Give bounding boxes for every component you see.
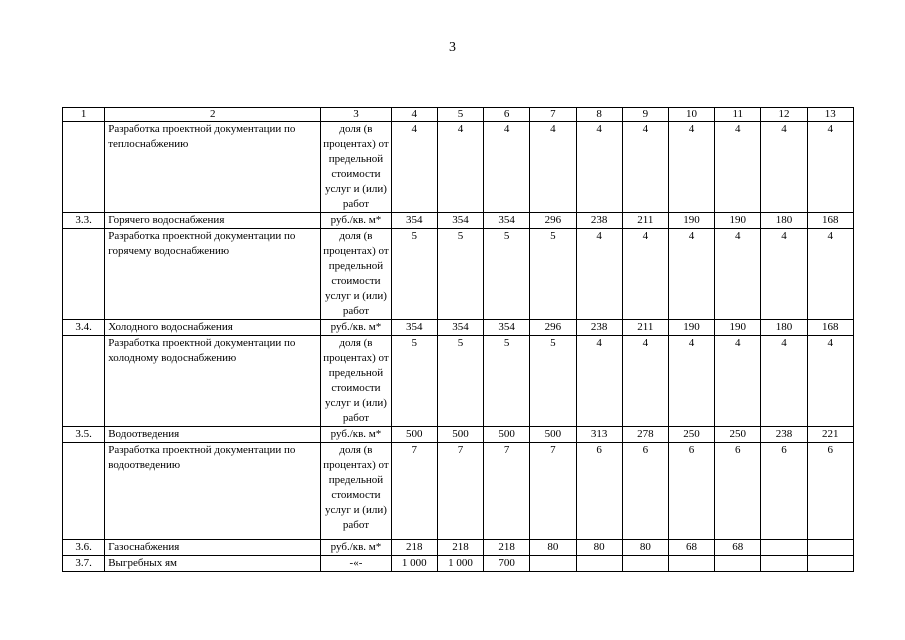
value-cell: 180 [761,320,807,336]
table-row [63,540,854,556]
unit-cell: -«- [321,556,391,572]
value-cell: 168 [807,213,853,229]
value-cell: 4 [715,122,761,213]
value-cell: 218 [484,540,530,556]
column-number: 10 [668,108,714,122]
value-cell: 7 [484,443,530,540]
row-number-cell [63,336,105,427]
value-cell: 6 [668,443,714,540]
value-cell: 168 [807,320,853,336]
table-row [63,427,854,443]
value-cell: 5 [437,229,483,320]
value-cell: 180 [761,213,807,229]
value-cell: 4 [576,336,622,427]
service-name-cell: Водоотведения [105,427,321,443]
service-name-cell: Газоснабжения [105,540,321,556]
value-cell: 4 [715,229,761,320]
value-cell: 313 [576,427,622,443]
value-cell: 190 [715,213,761,229]
value-cell: 4 [437,122,483,213]
service-name-cell: Разработка проектной документации по теплоснабжению [105,122,321,213]
table-row [63,320,854,336]
value-cell [715,556,761,572]
value-cell: 4 [391,122,437,213]
value-cell: 238 [761,427,807,443]
column-number: 12 [761,108,807,122]
value-cell: 5 [391,336,437,427]
table-row-design-docs [63,122,854,213]
table-body [63,108,854,572]
value-cell: 1 000 [391,556,437,572]
service-name-cell: Разработка проектной документации по горячему водоснабжению [105,229,321,320]
service-name-cell: Выгребных ям [105,556,321,572]
value-cell: 354 [391,213,437,229]
row-number-cell [63,443,105,540]
value-cell: 4 [576,229,622,320]
value-cell: 250 [668,427,714,443]
value-cell: 296 [530,320,576,336]
row-number-cell: 3.4. [63,320,105,336]
value-cell: 7 [437,443,483,540]
value-cell: 4 [668,229,714,320]
value-cell: 6 [715,443,761,540]
value-cell: 4 [807,229,853,320]
value-cell: 5 [530,336,576,427]
value-cell: 1 000 [437,556,483,572]
row-number-cell: 3.7. [63,556,105,572]
value-cell: 211 [622,320,668,336]
value-cell: 5 [391,229,437,320]
table-row-design-docs [63,336,854,427]
value-cell: 190 [715,320,761,336]
value-cell [761,556,807,572]
value-cell: 7 [530,443,576,540]
value-cell: 354 [484,213,530,229]
value-cell: 4 [761,336,807,427]
value-cell: 4 [622,229,668,320]
value-cell: 296 [530,213,576,229]
column-numbers-row [63,108,854,122]
column-number: 6 [484,108,530,122]
unit-cell: доля (в процентах) от предельной стоимости услуг и (или) работ [321,443,391,540]
unit-cell: руб./кв. м* [321,320,391,336]
value-cell: 500 [484,427,530,443]
value-cell [807,556,853,572]
value-cell: 354 [484,320,530,336]
row-number-cell [63,122,105,213]
value-cell: 190 [668,320,714,336]
value-cell: 700 [484,556,530,572]
value-cell: 6 [807,443,853,540]
service-name-cell: Разработка проектной документации по водоотведению [105,443,321,540]
value-cell: 5 [437,336,483,427]
value-cell: 6 [576,443,622,540]
value-cell: 5 [484,229,530,320]
column-number: 11 [715,108,761,122]
column-number: 7 [530,108,576,122]
value-cell: 218 [437,540,483,556]
value-cell: 500 [530,427,576,443]
value-cell: 211 [622,213,668,229]
value-cell: 218 [391,540,437,556]
value-cell: 354 [391,320,437,336]
value-cell: 190 [668,213,714,229]
value-cell: 4 [668,336,714,427]
value-cell [530,556,576,572]
column-number: 8 [576,108,622,122]
value-cell: 250 [715,427,761,443]
value-cell: 4 [715,336,761,427]
value-cell: 500 [391,427,437,443]
service-name-cell: Горячего водоснабжения [105,213,321,229]
unit-cell: доля (в процентах) от предельной стоимости услуг и (или) работ [321,122,391,213]
value-cell: 80 [576,540,622,556]
value-cell: 5 [484,336,530,427]
column-number: 5 [437,108,483,122]
value-cell: 68 [715,540,761,556]
value-cell: 354 [437,213,483,229]
value-cell [807,540,853,556]
column-number: 9 [622,108,668,122]
value-cell: 68 [668,540,714,556]
value-cell [761,540,807,556]
value-cell: 500 [437,427,483,443]
value-cell: 4 [622,336,668,427]
row-number-cell: 3.3. [63,213,105,229]
value-cell: 4 [807,336,853,427]
value-cell: 4 [484,122,530,213]
value-cell: 6 [761,443,807,540]
value-cell: 354 [437,320,483,336]
value-cell [668,556,714,572]
tariff-table [62,107,854,572]
column-number: 3 [321,108,391,122]
table-row-design-docs [63,229,854,320]
row-number-cell: 3.6. [63,540,105,556]
service-name-cell: Холодного водоснабжения [105,320,321,336]
table-row [63,556,854,572]
value-cell: 238 [576,320,622,336]
value-cell: 4 [530,122,576,213]
table-row-design-docs [63,443,854,540]
service-name-cell: Разработка проектной документации по холодному водоснабжению [105,336,321,427]
value-cell: 4 [761,122,807,213]
value-cell: 4 [622,122,668,213]
value-cell: 4 [668,122,714,213]
unit-cell: доля (в процентах) от предельной стоимости услуг и (или) работ [321,336,391,427]
value-cell: 7 [391,443,437,540]
value-cell: 221 [807,427,853,443]
value-cell: 4 [761,229,807,320]
value-cell: 238 [576,213,622,229]
value-cell [622,556,668,572]
column-number: 1 [63,108,105,122]
value-cell: 4 [807,122,853,213]
value-cell: 4 [576,122,622,213]
value-cell: 80 [530,540,576,556]
unit-cell: руб./кв. м* [321,540,391,556]
value-cell: 278 [622,427,668,443]
value-cell [576,556,622,572]
unit-cell: руб./кв. м* [321,427,391,443]
table-row [63,213,854,229]
page-number: 3 [449,40,456,55]
value-cell: 5 [530,229,576,320]
value-cell: 6 [622,443,668,540]
column-number: 2 [105,108,321,122]
row-number-cell [63,229,105,320]
column-number: 13 [807,108,853,122]
value-cell: 80 [622,540,668,556]
row-number-cell: 3.5. [63,427,105,443]
unit-cell: доля (в процентах) от предельной стоимости услуг и (или) работ [321,229,391,320]
column-number: 4 [391,108,437,122]
unit-cell: руб./кв. м* [321,213,391,229]
